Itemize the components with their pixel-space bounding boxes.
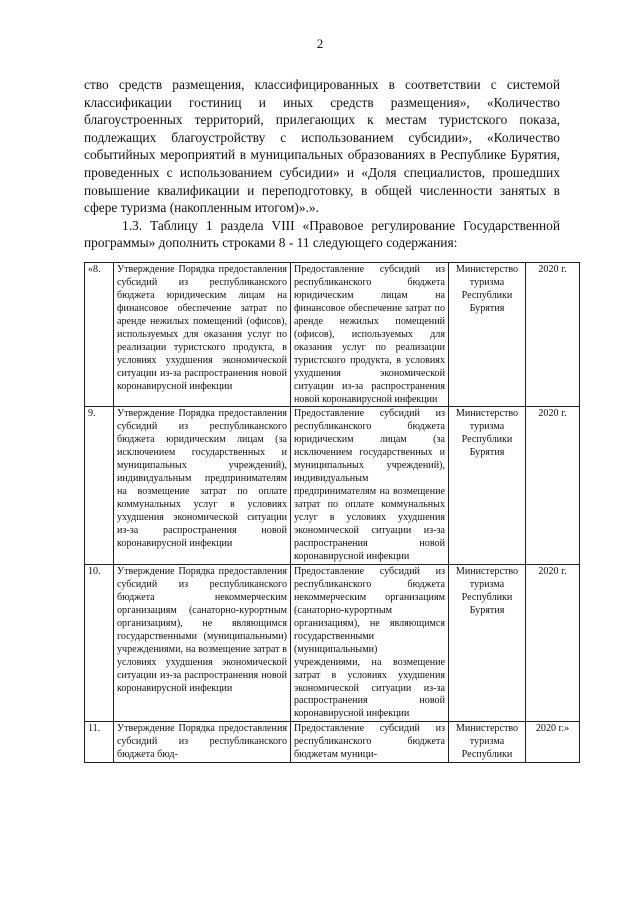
responsible-cell: Министерство туризма Республики Бурятия — [449, 564, 526, 721]
body-text — [84, 76, 560, 252]
paragraph-continuation: ство средств размещения, классифицированных в соответствии с системой классификации гостиниц и иных средств размещения», «Количество благоустроенных территорий, прилегающих к местам туристского показа, подлежащих благоустройству с использованием субсидии», «Количество событийных мероприятий в муниципальных образованиях в Республике Бурятия, проведенных с использованием субсидии» и «Доля специалистов, прошедших повышение квалификации и переподготовку, в общей численности занятых в сфере туризма (накопленным итогом)».». — [84, 77, 560, 216]
responsible-cell: Министерство туризма Республики Бурятия — [449, 407, 526, 564]
paragraph-item-1-3: 1.3. Таблицу 1 раздела VIII «Правовое регулирование Государственной программы» дополнить строками 8 - 11 следующего содержания: — [84, 217, 560, 251]
legal-act-cell: Утверждение Порядка предоставления субсидий из республиканского бюджета некоммерческим организациям (санаторно-курортным организациям), не являющимся государственными (муниципальными) учреждениями, на возмещение затрат в условиях ухудшения экономической ситуации из-за распространения новой коронавирусной инфекции — [114, 564, 291, 721]
row-number: 10. — [85, 564, 114, 721]
description-cell: Предоставление субсидий из республиканского бюджета некоммерческим организациям (санаторно-курортным организациям), не являющимся государственными (муниципальными) учреждениями, на возмещение затрат в условиях ухудшения экономической ситуации из-за распространения новой коронавирусной инфекции — [291, 564, 449, 721]
row-number: 9. — [85, 407, 114, 564]
description-cell: Предоставление субсидий из республиканского бюджета юридическим лицам (за исключением государственных и муниципальных учреждений), индивидуальным предпринимателям на возмещение затрат по оплате коммунальных услуг в условиях ухудшения экономической ситуации из-за распространения новой коронавирусной инфекции — [291, 407, 449, 564]
description-cell: Предоставление субсидий из республиканского бюджета юридическим лицам на финансовое обеспечение затрат по аренде нежилых помещений (офисов), используемых для оказания услуг по реализации туристского продукта, в условиях ухудшения экономической ситуации из-за распространения новой коронавирусной инфекции — [291, 263, 449, 407]
legal-act-cell: Утверждение Порядка предоставления субсидий из республиканского бюджета бюд- — [114, 722, 291, 763]
row-number: 11. — [85, 722, 114, 763]
legal-act-cell: Утверждение Порядка предоставления субсидий из республиканского бюджета юридическим лицам на финансовое обеспечение затрат по аренде нежилых помещений (офисов), используемых для оказания услуг по реализации туристского продукта, в условиях ухудшения экономической ситуации из-за распространения новой коронавирусной инфекции — [114, 263, 291, 407]
responsible-cell: Министерство туризма Республики — [449, 722, 526, 763]
table-row — [85, 263, 580, 407]
responsible-cell: Министерство туризма Республики Бурятия — [449, 263, 526, 407]
deadline-cell: 2020 г. — [526, 263, 580, 407]
description-cell: Предоставление субсидий из республиканского бюджета бюджетам муници- — [291, 722, 449, 763]
legal-act-cell: Утверждение Порядка предоставления субсидий из республиканского бюджета юридическим лицам (за исключением государственных и муниципальных учреждений), индивидуальным предпринимателям на возмещение затрат по оплате коммунальных услуг в условиях ухудшения экономической ситуации из-за распространения новой коронавирусной инфекции — [114, 407, 291, 564]
table-row — [85, 564, 580, 721]
table-row — [85, 722, 580, 763]
row-number: «8. — [85, 263, 114, 407]
deadline-cell: 2020 г. — [526, 407, 580, 564]
table-row — [85, 407, 580, 564]
page-number: 2 — [316, 36, 324, 51]
deadline-cell: 2020 г.» — [526, 722, 580, 763]
deadline-cell: 2020 г. — [526, 564, 580, 721]
legal-regulation-table — [84, 262, 580, 763]
